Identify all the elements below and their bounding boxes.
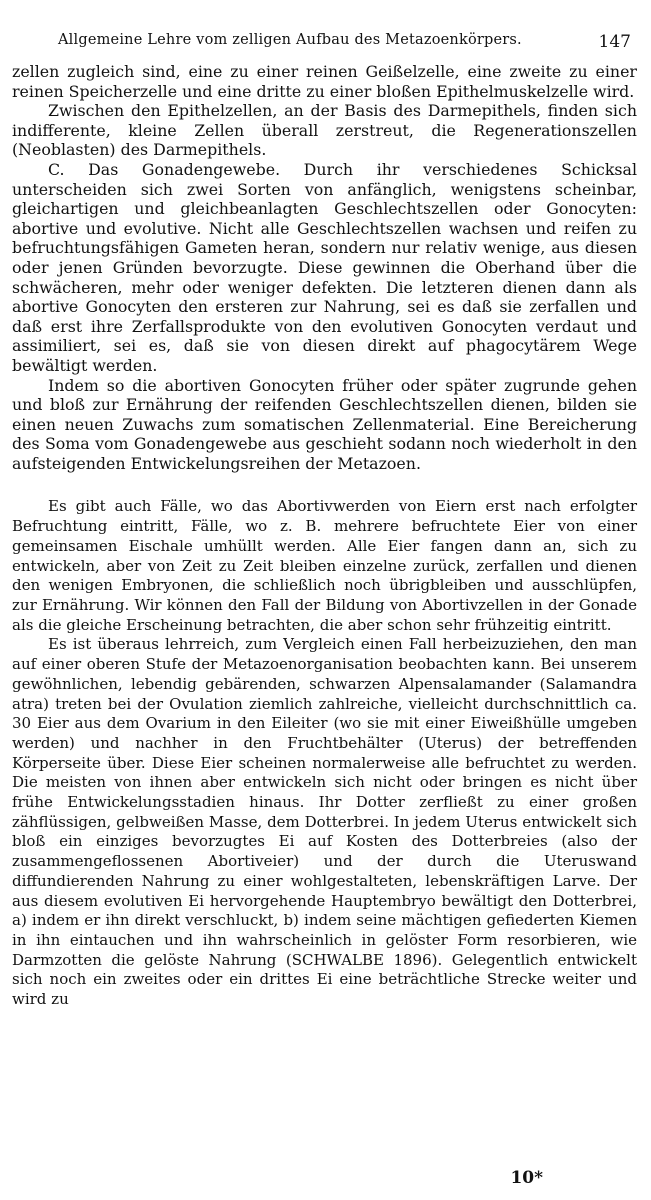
small-print-section [12,497,637,1009]
paragraph: zellen zugleich sind, eine zu einer reinen Geißelzelle, eine zweite zu einer reinen Speicherzelle und eine dritte zu einer bloßen Epithelmuskelzelle wird. [12,62,637,101]
body-text [12,62,637,1010]
signature-mark: 10* [510,1168,543,1188]
paragraph: Zwischen den Epithelzellen, an der Basis des Darmepithels, finden sich indifferente, kleine Zellen überall zerstreut, die Regenerationszellen (Neoblasten) des Darmepithels. [12,101,637,160]
paragraph: Es ist überaus lehrreich, zum Vergleich einen Fall herbeizuziehen, den man auf einer oberen Stufe der Metazoenorganisation beobachten kann. Bei unserem gewöhnlichen, lebendig gebärenden, schwarzen Alpensalamander (Salamandra atra) treten bei der Ovulation ziemlich zahlreiche, vielleicht durchschnittlich ca. 30 Eier aus dem Ovarium in den Eileiter (wo sie mit einer Eiweißhülle umgeben werden) und nachher in den Fruchtbehälter (Uterus) der betreffenden Körperseite über. Diese Eier scheinen normalerweise alle befruchtet zu werden. Die meisten von ihnen aber entwickeln sich nicht oder bringen es nicht über frühe Entwickelungsstadien hinaus. Ihr Dotter zerfließt zu einer großen zähflüssigen, gelbweißen Masse, dem Dotterbrei. In jedem Uterus entwickelt sich bloß ein einziges bevorzugtes Ei auf Kosten des Dotterbreies (also der zusammengeflossenen Abortiveier) und der durch die Uteruswand diffundierenden Nahrung zu einer wohlgestalteten, lebenskräftigen Larve. Der aus diesem evolutiven Ei hervorgehende Hauptembryo bewältigt den Dotterbrei, a) indem er ihn direkt verschluckt, b) indem seine mächtigen gefiederten Kiemen in ihn eintauchen und ihn wahrscheinlich in gelöster Form resorbieren, wie Darmzotten die gelöste Nahrung (SCHWALBE 1896). Gelegentlich entwickelt sich noch ein zweites oder ein drittes Ei eine beträchtliche Strecke weiter und wird zu [12,635,637,1009]
page-number: 147 [598,32,631,52]
main-section [12,62,637,473]
paragraph: Es gibt auch Fälle, wo das Abortivwerden von Eiern erst nach erfolgter Befruchtung eintritt, Fälle, wo z. B. mehrere befruchtete Eier von einer gemeinsamen Eischale umhüllt werden. Alle Eier fangen dann an, sich zu entwickeln, aber von Zeit zu Zeit bleiben einzelne zurück, zerfallen und dienen den wenigen Embryonen, die schließlich noch übrigbleiben und ausschlüpfen, zur Ernährung. Wir können den Fall der Bildung von Abortivzellen in der Gonade als die gleiche Erscheinung betrachten, die aber schon sehr frühzeitig eintritt. [12,497,637,634]
running-title: Allgemeine Lehre vom zelligen Aufbau des Metazoenkörpers. [58,32,522,48]
paragraph: Indem so die abortiven Gonocyten früher oder später zugrunde gehen und bloß zur Ernährung der reifenden Geschlechtszellen dienen, bilden sie einen neuen Zuwachs zum somatischen Zellenmaterial. Eine Bereicherung des Soma vom Gonadengewebe aus geschieht sodann noch wiederholt in den aufsteigenden Entwickelungsreihen der Metazoen. [12,375,637,473]
paragraph: C. Das Gonadengewebe. Durch ihr verschiedenes Schicksal unterscheiden sich zwei Sorten von anfänglich, wenigstens scheinbar, gleichartigen und gleichbeanlagten Geschlechtszellen oder Gonocyten: abortive und evolutive. Nicht alle Geschlechtszellen wachsen und reifen zu befruchtungsfähigen Gameten heran, sondern nur relativ wenige, aus diesen oder jenen Gründen bevorzugte. Diese gewinnen die Oberhand über die schwächeren, mehr oder weniger defekten. Die letzteren dienen dann als abortive Gonocyten den ersteren zur Nahrung, sei es daß sie zerfallen und daß erst ihre Zerfallsprodukte von den evolutiven Gonocyten verdaut und assimiliert, sei es, daß sie von diesen direkt auf phagocytärem Wege bewältigt werden. [12,159,637,375]
page-header [28,32,639,56]
